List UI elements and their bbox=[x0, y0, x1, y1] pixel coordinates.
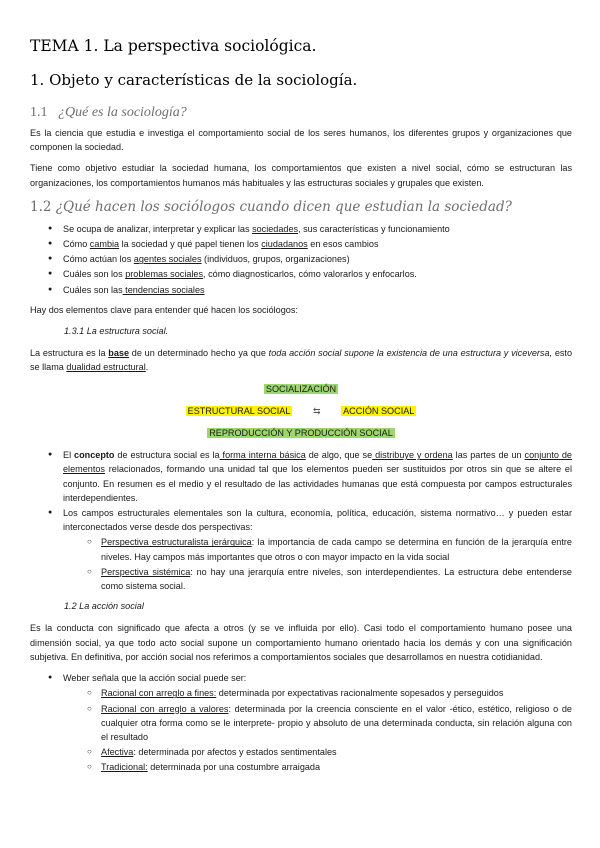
bidirectional-arrow-icon: ⇆ bbox=[312, 405, 321, 416]
subsection-1-2-title: ¿Qué hacen los sociólogos cuando dicen que estudian la sociedad? bbox=[55, 198, 512, 215]
list-item: ● Cómo actúan los agentes sociales (individuos, grupos, organizaciones) bbox=[48, 252, 572, 266]
paragraph-key-elements: Hay dos elementos clave para entender qué hacen los sociólogos: bbox=[30, 304, 298, 315]
socialization-diagram bbox=[30, 382, 572, 441]
list-item: ○ Racional con arreglo a fines: determinada por expectativas racionalmente sopesados y perseguidos bbox=[87, 686, 572, 700]
list-item: ○ Tradicional: determinada por una costumbre arraigada bbox=[87, 760, 572, 774]
list-item: ● Weber señala que la acción social puede ser: ○ Racional con arreglo a fines: determinada por expectativas racionalmente sopesados y perseguidos ○ Racional con arreglo a valores: determinada por la creencia consciente en el valor -ético, estético, religioso o de cualquier otra forma como se le interprete- propio y absoluto de una determinada conducta, sin relación alguna con el resultado ○ Afectiva: determinada por afectos y estados sentimentales ○ Tradicional: determinada por una costumbre arraigada bbox=[48, 671, 572, 774]
weber-list bbox=[30, 671, 572, 774]
subsection-1-3-1-title: 1.3.1 La estructura social. bbox=[64, 326, 169, 337]
subsection-1-1-number: 1.1 bbox=[30, 105, 48, 120]
list-item: ● Cuáles son los problemas sociales, cómo diagnosticarlos, cómo valorarlos y enfocarlos. bbox=[48, 267, 572, 281]
document-title: TEMA 1. La perspectiva sociológica. bbox=[30, 37, 317, 55]
list-item: ● Se ocupa de analizar, interpretar y explicar las sociedades, sus características y funcionamiento bbox=[48, 222, 572, 236]
list-item: ○ Perspectiva estructuralista jerárquica: la importancia de cada campo se determina en función de la jerarquía entre niveles. Hay campos más importantes que otros o con mayor impacto en la vida social bbox=[87, 535, 572, 563]
perspectives-list bbox=[63, 535, 572, 593]
subsection-1-2-heading bbox=[30, 198, 572, 216]
diagram-reproduction-label: REPRODUCCIÓN Y PRODUCCIÓN SOCIAL bbox=[209, 428, 393, 439]
subsection-1-2-number: 1.2 bbox=[30, 198, 52, 215]
diagram-action-label: ACCIÓN SOCIAL bbox=[343, 405, 415, 416]
section-1-title: 1. Objeto y características de la sociología. bbox=[30, 71, 358, 89]
paragraph-structure-intro: La estructura es la base de un determinado hecho ya que toda acción social supone la existencia de una estructura y viceversa, esto se llama dualidad estructural. bbox=[30, 348, 573, 373]
paragraph-objective: Tiene como objetivo estudiar la sociedad humana, los comportamientos que existen a nivel social, cómo se estructuran las organizaciones, los comportamientos humanos más habituales y las estructuras sociales y grupales que existen. bbox=[30, 163, 572, 188]
action-types-list bbox=[63, 686, 572, 774]
structure-list bbox=[30, 448, 572, 593]
diagram-structure-label: ESTRUCTURAL SOCIAL bbox=[187, 405, 291, 416]
subsection-1-1-heading bbox=[30, 104, 572, 122]
list-item: ● Los campos estructurales elementales son la cultura, economía, política, educación, sistema normativo… y pueden estar interconectados verse desde dos perspectivas: ○ Perspectiva estructuralista jerárquica: la importancia de cada campo se determina en función de la jerarquía entre niveles. Hay campos más importantes que otros o con mayor impacto en la vida social ○ Perspectiva sistémica: no hay una jerarquía entre niveles, son interdependientes. La estructura debe entenderse como sistema social. bbox=[48, 506, 572, 593]
list-item: ● Cuáles son las tendencias sociales bbox=[48, 283, 572, 297]
list-item: ○ Afectiva: determinada por afectos y estados sentimentales bbox=[87, 745, 572, 759]
list-item: ○ Perspectiva sistémica: no hay una jerarquía entre niveles, son interdependientes. La estructura debe entenderse como sistema social. bbox=[87, 565, 572, 593]
diagram-socialization-label: SOCIALIZACIÓN bbox=[265, 383, 337, 394]
list-item: ○ Racional con arreglo a valores: determinada por la creencia consciente en el valor -ético, estético, religioso o de cualquier otra forma como se le interprete- propio y absoluto de una determinada conducta, sin relación alguna con el resultado bbox=[87, 702, 572, 745]
subsection-social-action-title: 1.2 La acción social bbox=[64, 601, 144, 612]
list-item: ● Cómo cambia la sociedad y qué papel tienen los ciudadanos en esos cambios bbox=[48, 237, 572, 251]
paragraph-social-action: Es la conducta con significado que afecta a otros (y se ve influida por ello). Casi todo el comportamiento humano posee una dimensión social, ya que todo acto social supone un comportamiento humano orientado hacia los demás y con una significación subjetiva. En definitiva, por acción social nos referimos a comportamientos sociales que desarrollamos en nuestra cotidianidad. bbox=[30, 623, 572, 662]
sociologists-tasks-list bbox=[30, 222, 572, 297]
list-item: ● El concepto de estructura social es la forma interna básica de algo, que se distribuye y ordena las partes de un conjunto de elementos relacionados, formando una unidad tal que los elementos pueden ser sustituidos por otros sin que se altere el conjunto. En resumen es el medio y el resultado de las actividades humanas que está compuesta por campos estructurales interdependientes. bbox=[48, 448, 572, 505]
subsection-1-1-title: ¿Qué es la sociología? bbox=[58, 105, 187, 120]
paragraph-definition: Es la ciencia que estudia e investiga el comportamiento social de los seres humanos, los diferentes grupos y organizaciones que componen la sociedad. bbox=[30, 128, 572, 153]
